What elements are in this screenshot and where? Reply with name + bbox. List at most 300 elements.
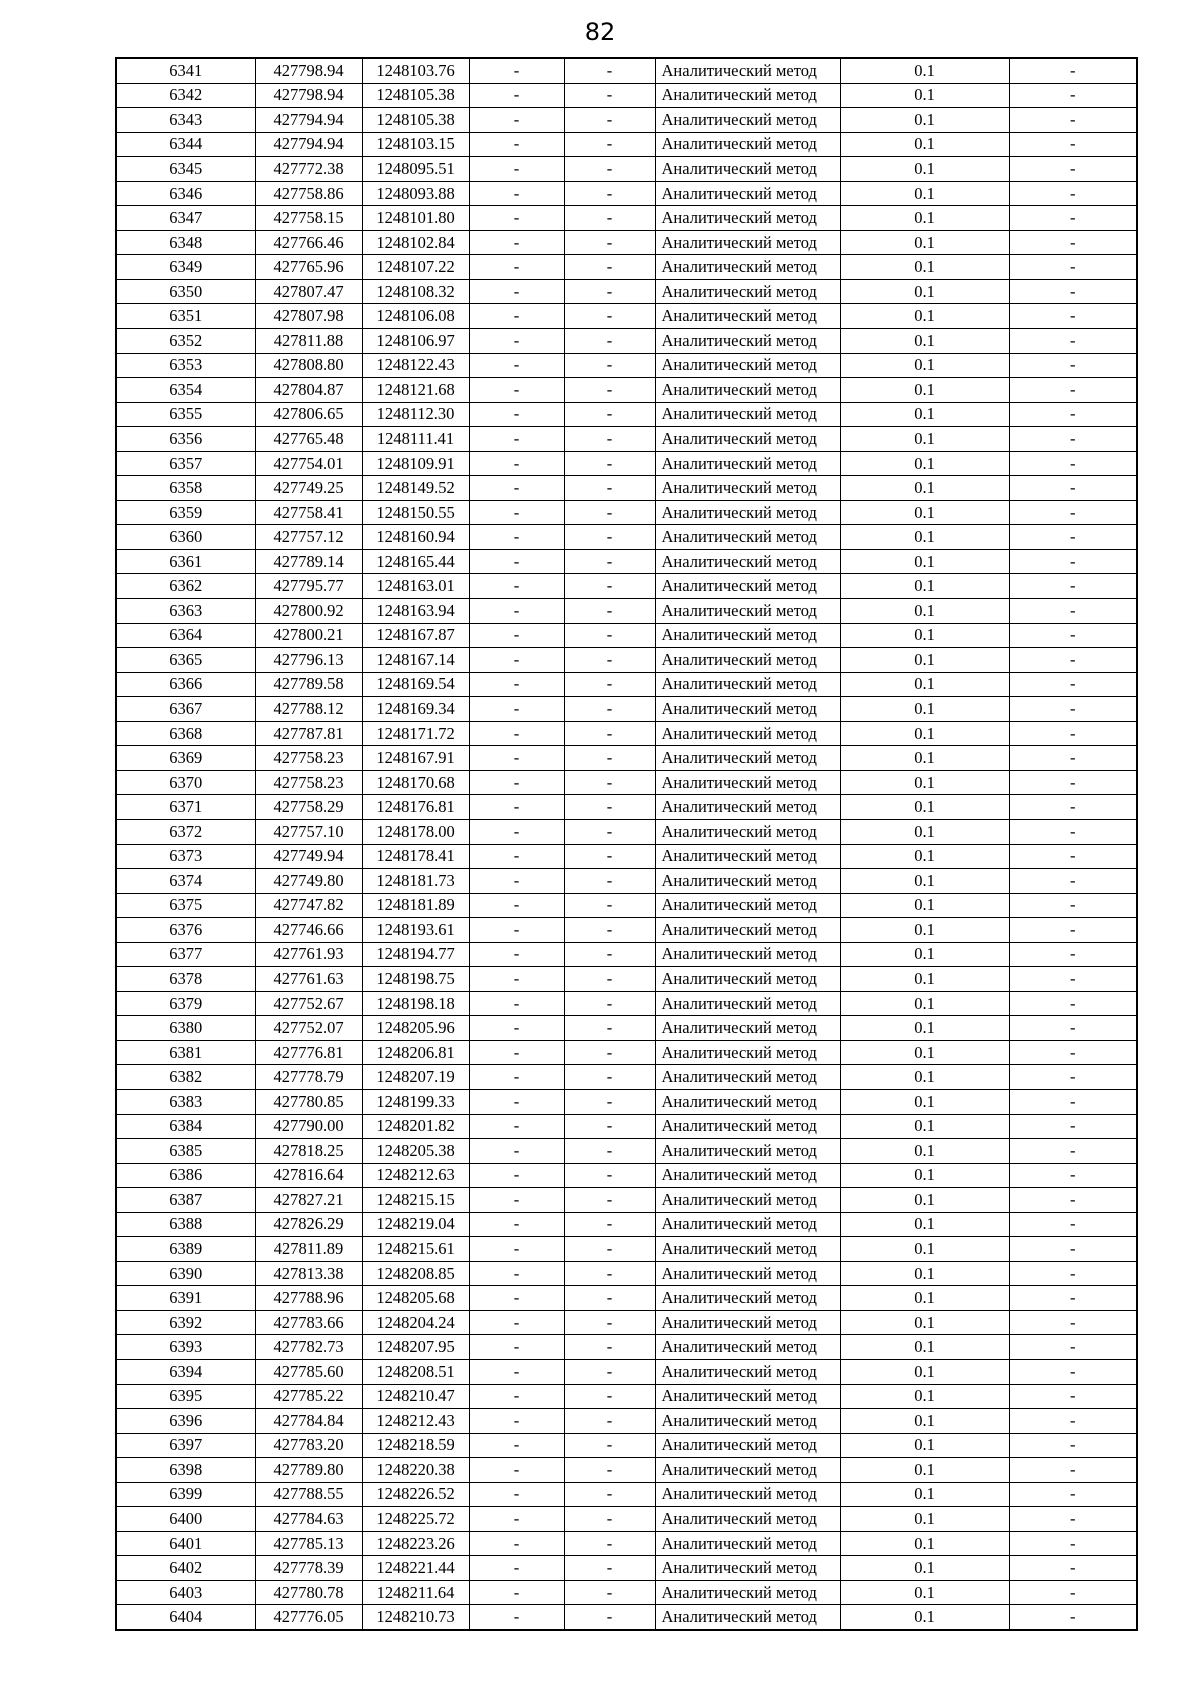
dash-cell: - xyxy=(1009,1212,1137,1237)
point-number-cell: 6368 xyxy=(116,721,255,746)
dash-cell: - xyxy=(469,427,564,452)
dash-cell: - xyxy=(564,942,655,967)
method-cell: Аналитический метод xyxy=(655,1139,840,1164)
x-coordinate-cell: 427749.80 xyxy=(255,869,362,894)
dash-cell: - xyxy=(564,770,655,795)
point-number-cell: 6363 xyxy=(116,599,255,624)
precision-cell: 0.1 xyxy=(840,942,1009,967)
dash-cell: - xyxy=(564,574,655,599)
point-number-cell: 6395 xyxy=(116,1384,255,1409)
y-coordinate-cell: 1248219.04 xyxy=(362,1212,469,1237)
point-number-cell: 6354 xyxy=(116,378,255,403)
table-row xyxy=(116,1016,1137,1041)
x-coordinate-cell: 427754.01 xyxy=(255,451,362,476)
table-row xyxy=(116,918,1137,943)
dash-cell: - xyxy=(469,599,564,624)
table-row xyxy=(116,672,1137,697)
point-number-cell: 6399 xyxy=(116,1482,255,1507)
precision-cell: 0.1 xyxy=(840,1212,1009,1237)
method-cell: Аналитический метод xyxy=(655,500,840,525)
method-cell: Аналитический метод xyxy=(655,230,840,255)
table-row xyxy=(116,83,1137,108)
method-cell: Аналитический метод xyxy=(655,378,840,403)
dash-cell: - xyxy=(564,549,655,574)
y-coordinate-cell: 1248210.47 xyxy=(362,1384,469,1409)
y-coordinate-cell: 1248215.61 xyxy=(362,1237,469,1262)
y-coordinate-cell: 1248205.38 xyxy=(362,1139,469,1164)
y-coordinate-cell: 1248108.32 xyxy=(362,279,469,304)
point-number-cell: 6376 xyxy=(116,918,255,943)
precision-cell: 0.1 xyxy=(840,1286,1009,1311)
dash-cell: - xyxy=(1009,1261,1137,1286)
dash-cell: - xyxy=(1009,1089,1137,1114)
y-coordinate-cell: 1248205.96 xyxy=(362,1016,469,1041)
method-cell: Аналитический метод xyxy=(655,58,840,83)
table-row xyxy=(116,329,1137,354)
precision-cell: 0.1 xyxy=(840,206,1009,231)
dash-cell: - xyxy=(564,1335,655,1360)
dash-cell: - xyxy=(564,1458,655,1483)
precision-cell: 0.1 xyxy=(840,795,1009,820)
point-number-cell: 6387 xyxy=(116,1188,255,1213)
point-number-cell: 6393 xyxy=(116,1335,255,1360)
precision-cell: 0.1 xyxy=(840,1384,1009,1409)
point-number-cell: 6357 xyxy=(116,451,255,476)
dash-cell: - xyxy=(564,230,655,255)
dash-cell: - xyxy=(469,819,564,844)
dash-cell: - xyxy=(1009,1580,1137,1605)
table-row xyxy=(116,1335,1137,1360)
point-number-cell: 6403 xyxy=(116,1580,255,1605)
dash-cell: - xyxy=(469,1261,564,1286)
y-coordinate-cell: 1248178.41 xyxy=(362,844,469,869)
precision-cell: 0.1 xyxy=(840,402,1009,427)
y-coordinate-cell: 1248212.63 xyxy=(362,1163,469,1188)
table-row xyxy=(116,1384,1137,1409)
point-number-cell: 6346 xyxy=(116,181,255,206)
dash-cell: - xyxy=(1009,181,1137,206)
dash-cell: - xyxy=(564,206,655,231)
dash-cell: - xyxy=(1009,1531,1137,1556)
method-cell: Аналитический метод xyxy=(655,181,840,206)
dash-cell: - xyxy=(469,1212,564,1237)
point-number-cell: 6353 xyxy=(116,353,255,378)
dash-cell: - xyxy=(564,304,655,329)
dash-cell: - xyxy=(564,967,655,992)
table-row xyxy=(116,1163,1137,1188)
x-coordinate-cell: 427749.25 xyxy=(255,476,362,501)
y-coordinate-cell: 1248106.97 xyxy=(362,329,469,354)
table-row xyxy=(116,230,1137,255)
y-coordinate-cell: 1248103.15 xyxy=(362,132,469,157)
y-coordinate-cell: 1248163.94 xyxy=(362,599,469,624)
method-cell: Аналитический метод xyxy=(655,353,840,378)
precision-cell: 0.1 xyxy=(840,1114,1009,1139)
dash-cell: - xyxy=(469,1286,564,1311)
precision-cell: 0.1 xyxy=(840,549,1009,574)
dash-cell: - xyxy=(469,1384,564,1409)
dash-cell: - xyxy=(1009,230,1137,255)
dash-cell: - xyxy=(564,181,655,206)
y-coordinate-cell: 1248223.26 xyxy=(362,1531,469,1556)
method-cell: Аналитический метод xyxy=(655,967,840,992)
y-coordinate-cell: 1248210.73 xyxy=(362,1605,469,1630)
precision-cell: 0.1 xyxy=(840,844,1009,869)
method-cell: Аналитический метод xyxy=(655,525,840,550)
dash-cell: - xyxy=(564,1212,655,1237)
point-number-cell: 6382 xyxy=(116,1065,255,1090)
dash-cell: - xyxy=(1009,108,1137,133)
point-number-cell: 6394 xyxy=(116,1359,255,1384)
y-coordinate-cell: 1248109.91 xyxy=(362,451,469,476)
point-number-cell: 6356 xyxy=(116,427,255,452)
method-cell: Аналитический метод xyxy=(655,1335,840,1360)
dash-cell: - xyxy=(564,279,655,304)
x-coordinate-cell: 427749.94 xyxy=(255,844,362,869)
point-number-cell: 6347 xyxy=(116,206,255,231)
dash-cell: - xyxy=(1009,819,1137,844)
point-number-cell: 6366 xyxy=(116,672,255,697)
table-row xyxy=(116,378,1137,403)
x-coordinate-cell: 427794.94 xyxy=(255,132,362,157)
dash-cell: - xyxy=(1009,549,1137,574)
precision-cell: 0.1 xyxy=(840,1016,1009,1041)
dash-cell: - xyxy=(469,451,564,476)
table-row xyxy=(116,1310,1137,1335)
method-cell: Аналитический метод xyxy=(655,697,840,722)
precision-cell: 0.1 xyxy=(840,1507,1009,1532)
x-coordinate-cell: 427798.94 xyxy=(255,58,362,83)
dash-cell: - xyxy=(469,1482,564,1507)
dash-cell: - xyxy=(564,1580,655,1605)
dash-cell: - xyxy=(1009,967,1137,992)
method-cell: Аналитический метод xyxy=(655,795,840,820)
method-cell: Аналитический метод xyxy=(655,746,840,771)
point-number-cell: 6349 xyxy=(116,255,255,280)
dash-cell: - xyxy=(1009,1384,1137,1409)
dash-cell: - xyxy=(1009,525,1137,550)
dash-cell: - xyxy=(469,672,564,697)
precision-cell: 0.1 xyxy=(840,279,1009,304)
table-row xyxy=(116,697,1137,722)
dash-cell: - xyxy=(469,967,564,992)
point-number-cell: 6377 xyxy=(116,942,255,967)
y-coordinate-cell: 1248105.38 xyxy=(362,83,469,108)
x-coordinate-cell: 427776.05 xyxy=(255,1605,362,1630)
dash-cell: - xyxy=(469,1040,564,1065)
dash-cell: - xyxy=(564,819,655,844)
point-number-cell: 6359 xyxy=(116,500,255,525)
dash-cell: - xyxy=(564,108,655,133)
dash-cell: - xyxy=(469,353,564,378)
dash-cell: - xyxy=(1009,599,1137,624)
x-coordinate-cell: 427776.81 xyxy=(255,1040,362,1065)
table-row xyxy=(116,795,1137,820)
dash-cell: - xyxy=(564,648,655,673)
dash-cell: - xyxy=(1009,1605,1137,1630)
dash-cell: - xyxy=(1009,157,1137,182)
dash-cell: - xyxy=(1009,795,1137,820)
point-number-cell: 6397 xyxy=(116,1433,255,1458)
x-coordinate-cell: 427816.64 xyxy=(255,1163,362,1188)
x-coordinate-cell: 427757.12 xyxy=(255,525,362,550)
x-coordinate-cell: 427778.79 xyxy=(255,1065,362,1090)
dash-cell: - xyxy=(1009,451,1137,476)
dash-cell: - xyxy=(1009,1310,1137,1335)
method-cell: Аналитический метод xyxy=(655,648,840,673)
y-coordinate-cell: 1248198.18 xyxy=(362,991,469,1016)
coordinates-table xyxy=(115,57,1138,1631)
dash-cell: - xyxy=(1009,402,1137,427)
dash-cell: - xyxy=(469,1531,564,1556)
precision-cell: 0.1 xyxy=(840,1359,1009,1384)
precision-cell: 0.1 xyxy=(840,500,1009,525)
y-coordinate-cell: 1248095.51 xyxy=(362,157,469,182)
table-row xyxy=(116,58,1137,83)
point-number-cell: 6367 xyxy=(116,697,255,722)
dash-cell: - xyxy=(469,1114,564,1139)
dash-cell: - xyxy=(1009,304,1137,329)
y-coordinate-cell: 1248207.19 xyxy=(362,1065,469,1090)
dash-cell: - xyxy=(469,500,564,525)
dash-cell: - xyxy=(564,1114,655,1139)
dash-cell: - xyxy=(1009,844,1137,869)
y-coordinate-cell: 1248201.82 xyxy=(362,1114,469,1139)
precision-cell: 0.1 xyxy=(840,230,1009,255)
x-coordinate-cell: 427772.38 xyxy=(255,157,362,182)
precision-cell: 0.1 xyxy=(840,1458,1009,1483)
y-coordinate-cell: 1248170.68 xyxy=(362,770,469,795)
method-cell: Аналитический метод xyxy=(655,549,840,574)
y-coordinate-cell: 1248212.43 xyxy=(362,1409,469,1434)
dash-cell: - xyxy=(564,157,655,182)
y-coordinate-cell: 1248193.61 xyxy=(362,918,469,943)
precision-cell: 0.1 xyxy=(840,1409,1009,1434)
precision-cell: 0.1 xyxy=(840,991,1009,1016)
table-row xyxy=(116,1409,1137,1434)
x-coordinate-cell: 427752.67 xyxy=(255,991,362,1016)
point-number-cell: 6350 xyxy=(116,279,255,304)
dash-cell: - xyxy=(469,869,564,894)
y-coordinate-cell: 1248150.55 xyxy=(362,500,469,525)
precision-cell: 0.1 xyxy=(840,770,1009,795)
dash-cell: - xyxy=(564,1310,655,1335)
x-coordinate-cell: 427782.73 xyxy=(255,1335,362,1360)
dash-cell: - xyxy=(469,255,564,280)
x-coordinate-cell: 427746.66 xyxy=(255,918,362,943)
x-coordinate-cell: 427811.89 xyxy=(255,1237,362,1262)
y-coordinate-cell: 1248103.76 xyxy=(362,58,469,83)
dash-cell: - xyxy=(1009,329,1137,354)
dash-cell: - xyxy=(1009,1188,1137,1213)
method-cell: Аналитический метод xyxy=(655,599,840,624)
method-cell: Аналитический метод xyxy=(655,574,840,599)
dash-cell: - xyxy=(564,1605,655,1630)
precision-cell: 0.1 xyxy=(840,1163,1009,1188)
method-cell: Аналитический метод xyxy=(655,304,840,329)
dash-cell: - xyxy=(469,1065,564,1090)
x-coordinate-cell: 427765.48 xyxy=(255,427,362,452)
table-row xyxy=(116,599,1137,624)
point-number-cell: 6379 xyxy=(116,991,255,1016)
dash-cell: - xyxy=(469,1580,564,1605)
x-coordinate-cell: 427789.58 xyxy=(255,672,362,697)
precision-cell: 0.1 xyxy=(840,967,1009,992)
method-cell: Аналитический метод xyxy=(655,132,840,157)
table-row xyxy=(116,157,1137,182)
y-coordinate-cell: 1248160.94 xyxy=(362,525,469,550)
precision-cell: 0.1 xyxy=(840,1605,1009,1630)
x-coordinate-cell: 427785.13 xyxy=(255,1531,362,1556)
dash-cell: - xyxy=(469,770,564,795)
dash-cell: - xyxy=(564,132,655,157)
dash-cell: - xyxy=(469,721,564,746)
method-cell: Аналитический метод xyxy=(655,721,840,746)
method-cell: Аналитический метод xyxy=(655,1040,840,1065)
page-number: 82 xyxy=(584,18,616,46)
dash-cell: - xyxy=(1009,623,1137,648)
dash-cell: - xyxy=(1009,721,1137,746)
dash-cell: - xyxy=(469,525,564,550)
dash-cell: - xyxy=(564,1286,655,1311)
x-coordinate-cell: 427761.63 xyxy=(255,967,362,992)
method-cell: Аналитический метод xyxy=(655,623,840,648)
dash-cell: - xyxy=(1009,255,1137,280)
table-body xyxy=(116,58,1137,1630)
x-coordinate-cell: 427827.21 xyxy=(255,1188,362,1213)
dash-cell: - xyxy=(564,1507,655,1532)
x-coordinate-cell: 427758.29 xyxy=(255,795,362,820)
x-coordinate-cell: 427761.93 xyxy=(255,942,362,967)
table-row xyxy=(116,991,1137,1016)
dash-cell: - xyxy=(1009,1040,1137,1065)
dash-cell: - xyxy=(564,844,655,869)
precision-cell: 0.1 xyxy=(840,451,1009,476)
dash-cell: - xyxy=(1009,770,1137,795)
point-number-cell: 6343 xyxy=(116,108,255,133)
x-coordinate-cell: 427783.20 xyxy=(255,1433,362,1458)
point-number-cell: 6390 xyxy=(116,1261,255,1286)
point-number-cell: 6341 xyxy=(116,58,255,83)
dash-cell: - xyxy=(469,1016,564,1041)
x-coordinate-cell: 427758.41 xyxy=(255,500,362,525)
x-coordinate-cell: 427808.80 xyxy=(255,353,362,378)
precision-cell: 0.1 xyxy=(840,1335,1009,1360)
dash-cell: - xyxy=(469,329,564,354)
dash-cell: - xyxy=(1009,1507,1137,1532)
point-number-cell: 6360 xyxy=(116,525,255,550)
precision-cell: 0.1 xyxy=(840,58,1009,83)
method-cell: Аналитический метод xyxy=(655,991,840,1016)
point-number-cell: 6372 xyxy=(116,819,255,844)
dash-cell: - xyxy=(564,1359,655,1384)
table-row xyxy=(116,1580,1137,1605)
dash-cell: - xyxy=(469,844,564,869)
table-row xyxy=(116,844,1137,869)
table-row xyxy=(116,451,1137,476)
dash-cell: - xyxy=(564,1556,655,1581)
x-coordinate-cell: 427788.12 xyxy=(255,697,362,722)
y-coordinate-cell: 1248106.08 xyxy=(362,304,469,329)
dash-cell: - xyxy=(469,942,564,967)
table-row xyxy=(116,648,1137,673)
dash-cell: - xyxy=(1009,672,1137,697)
point-number-cell: 6342 xyxy=(116,83,255,108)
table-row xyxy=(116,1065,1137,1090)
dash-cell: - xyxy=(1009,1359,1137,1384)
method-cell: Аналитический метод xyxy=(655,402,840,427)
point-number-cell: 6386 xyxy=(116,1163,255,1188)
point-number-cell: 6374 xyxy=(116,869,255,894)
y-coordinate-cell: 1248112.30 xyxy=(362,402,469,427)
table-row xyxy=(116,770,1137,795)
method-cell: Аналитический метод xyxy=(655,942,840,967)
dash-cell: - xyxy=(1009,1433,1137,1458)
x-coordinate-cell: 427794.94 xyxy=(255,108,362,133)
dash-cell: - xyxy=(564,746,655,771)
dash-cell: - xyxy=(1009,132,1137,157)
x-coordinate-cell: 427752.07 xyxy=(255,1016,362,1041)
y-coordinate-cell: 1248102.84 xyxy=(362,230,469,255)
table-row xyxy=(116,206,1137,231)
dash-cell: - xyxy=(564,893,655,918)
precision-cell: 0.1 xyxy=(840,1482,1009,1507)
method-cell: Аналитический метод xyxy=(655,1531,840,1556)
dash-cell: - xyxy=(469,1458,564,1483)
dash-cell: - xyxy=(1009,476,1137,501)
precision-cell: 0.1 xyxy=(840,623,1009,648)
precision-cell: 0.1 xyxy=(840,1089,1009,1114)
precision-cell: 0.1 xyxy=(840,1531,1009,1556)
method-cell: Аналитический метод xyxy=(655,844,840,869)
dash-cell: - xyxy=(564,255,655,280)
x-coordinate-cell: 427789.14 xyxy=(255,549,362,574)
x-coordinate-cell: 427765.96 xyxy=(255,255,362,280)
x-coordinate-cell: 427784.84 xyxy=(255,1409,362,1434)
dash-cell: - xyxy=(564,1237,655,1262)
precision-cell: 0.1 xyxy=(840,1580,1009,1605)
point-number-cell: 6396 xyxy=(116,1409,255,1434)
precision-cell: 0.1 xyxy=(840,893,1009,918)
method-cell: Аналитический метод xyxy=(655,1359,840,1384)
table-row xyxy=(116,1531,1137,1556)
precision-cell: 0.1 xyxy=(840,255,1009,280)
dash-cell: - xyxy=(469,1089,564,1114)
point-number-cell: 6344 xyxy=(116,132,255,157)
method-cell: Аналитический метод xyxy=(655,1237,840,1262)
y-coordinate-cell: 1248121.68 xyxy=(362,378,469,403)
point-number-cell: 6375 xyxy=(116,893,255,918)
method-cell: Аналитический метод xyxy=(655,83,840,108)
dash-cell: - xyxy=(564,525,655,550)
y-coordinate-cell: 1248105.38 xyxy=(362,108,469,133)
dash-cell: - xyxy=(564,1482,655,1507)
method-cell: Аналитический метод xyxy=(655,1458,840,1483)
table-row xyxy=(116,132,1137,157)
point-number-cell: 6371 xyxy=(116,795,255,820)
precision-cell: 0.1 xyxy=(840,1556,1009,1581)
table-row xyxy=(116,623,1137,648)
x-coordinate-cell: 427778.39 xyxy=(255,1556,362,1581)
table-row xyxy=(116,893,1137,918)
table-row xyxy=(116,1237,1137,1262)
y-coordinate-cell: 1248167.87 xyxy=(362,623,469,648)
dash-cell: - xyxy=(1009,1482,1137,1507)
dash-cell: - xyxy=(1009,746,1137,771)
method-cell: Аналитический метод xyxy=(655,1065,840,1090)
dash-cell: - xyxy=(1009,648,1137,673)
y-coordinate-cell: 1248181.89 xyxy=(362,893,469,918)
